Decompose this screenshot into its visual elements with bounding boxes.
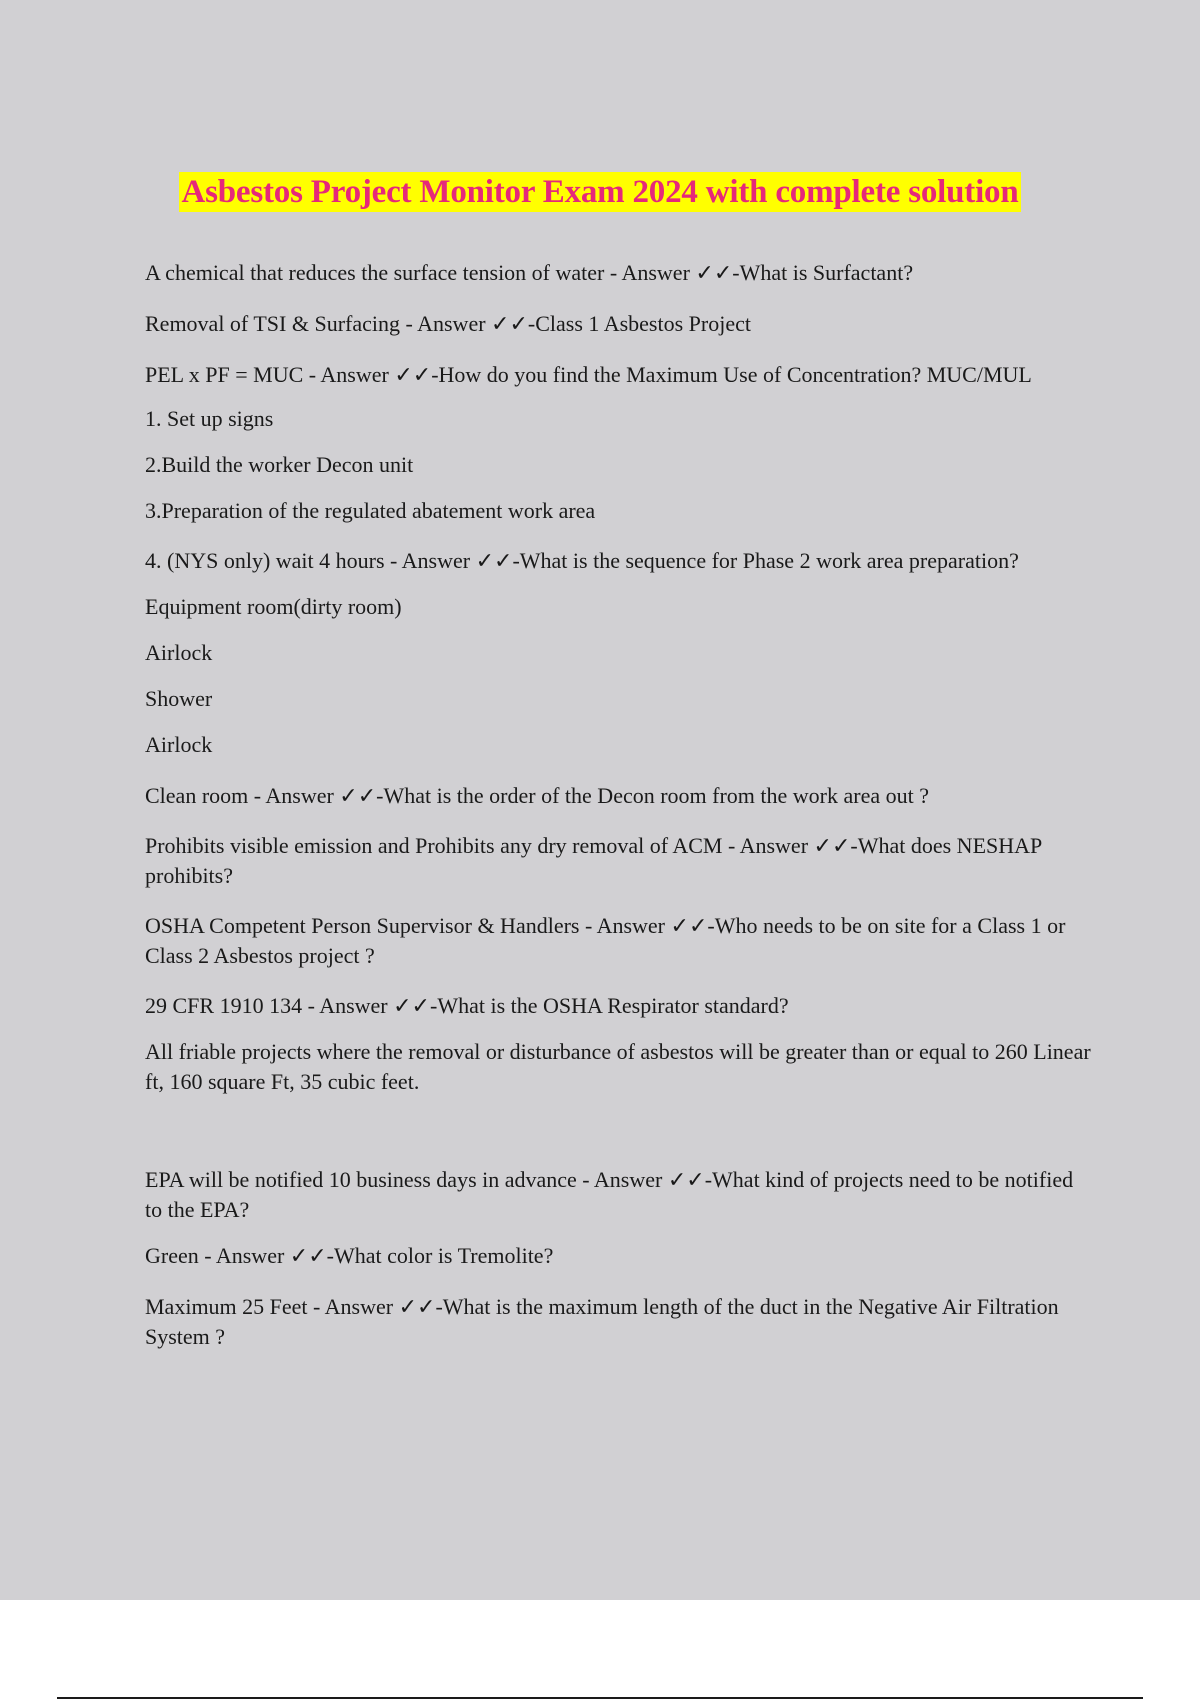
qa-paragraph: OSHA Competent Person Supervisor & Handlers - Answer ✓✓-Who needs to be on site for a Class 1 or Class 2 Asbestos project ?	[145, 913, 1066, 968]
document-body	[145, 258, 1095, 1352]
qa-paragraph: Clean room - Answer ✓✓-What is the order of the Decon room from the work area out ?	[145, 783, 930, 808]
qa-paragraph: Green - Answer ✓✓-What color is Tremolite?	[145, 1243, 554, 1268]
qa-paragraph: EPA will be notified 10 business days in advance - Answer ✓✓-What kind of projects need to be notified to the EPA?	[145, 1167, 1074, 1222]
qa-paragraph: A chemical that reduces the surface tension of water - Answer ✓✓-What is Surfactant?	[145, 260, 914, 285]
list-line: Airlock	[145, 640, 213, 665]
qa-paragraph: PEL x PF = MUC - Answer ✓✓-How do you find the Maximum Use of Concentration? MUC/MUL	[145, 362, 1032, 387]
list-line: Airlock	[145, 732, 213, 757]
qa-paragraph: All friable projects where the removal or disturbance of asbestos will be greater than or equal to 260 Linear ft, 160 square Ft, 35 cubic feet.	[145, 1039, 1091, 1094]
list-line: Equipment room(dirty room)	[145, 594, 402, 619]
list-line: 2.Build the worker Decon unit	[145, 452, 414, 477]
qa-paragraph: Maximum 25 Feet - Answer ✓✓-What is the maximum length of the duct in the Negative Air Filtration System ?	[145, 1294, 1059, 1349]
qa-paragraph: 4. (NYS only) wait 4 hours - Answer ✓✓-What is the sequence for Phase 2 work area preparation?	[145, 548, 1019, 573]
qa-paragraph: Removal of TSI & Surfacing - Answer ✓✓-Class 1 Asbestos Project	[145, 311, 751, 336]
list-line: 1. Set up signs	[145, 406, 274, 431]
document-title: Asbestos Project Monitor Exam 2024 with complete solution	[181, 174, 1019, 210]
footer-divider	[57, 1697, 1143, 1699]
qa-paragraph: 29 CFR 1910 134 - Answer ✓✓-What is the OSHA Respirator standard?	[145, 993, 789, 1018]
list-line: Shower	[145, 686, 213, 711]
title-container	[0, 172, 1200, 212]
qa-paragraph: Prohibits visible emission and Prohibits any dry removal of ACM - Answer ✓✓-What does NESHAP prohibits?	[145, 833, 1042, 888]
list-line: 3.Preparation of the regulated abatement work area	[145, 498, 596, 523]
